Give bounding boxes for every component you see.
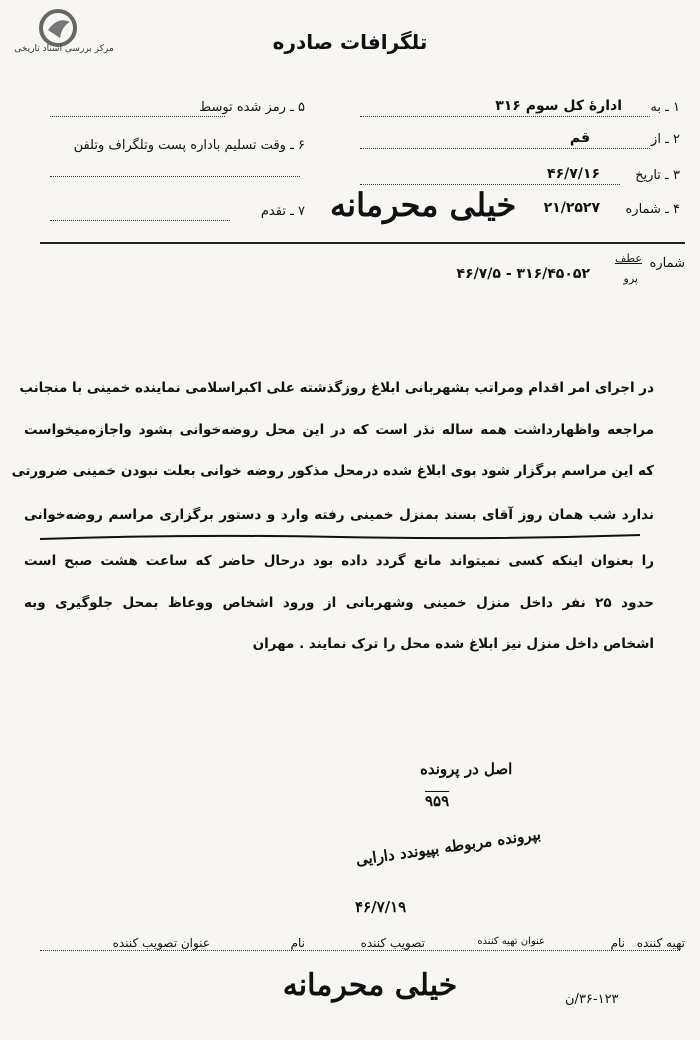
reference-type: عطف [615, 252, 642, 265]
date-line [360, 184, 620, 185]
prepared-by-label: تهیه کننده [636, 936, 685, 950]
to-line [360, 116, 650, 117]
archive-note-number: ۹۵۹ [425, 792, 450, 810]
cipher-line [50, 116, 225, 117]
number-label: ۴ ـ شماره [625, 202, 680, 217]
priority-label: ۷ ـ تقدم [260, 204, 305, 219]
from-label: ۲ ـ از [651, 132, 680, 147]
approver-name-label: نام [290, 936, 305, 950]
filing-note: بپرونده مربوطه بپیوندد دارایی [354, 825, 543, 869]
prepared-name-label: نام [610, 936, 625, 950]
approved-by-label: تصویب کننده [360, 936, 425, 950]
date-label: ۳ ـ تاریخ [635, 168, 680, 183]
watermark-label: مرکز بررسی اسناد تاریخی [14, 44, 114, 54]
archive-note: اصل در پرونده [420, 760, 513, 778]
to-label: ۱ ـ به [650, 100, 680, 115]
body-line-6: حدود ۲۵ نفر داخل منزل خمینی وشهربانی از ورود اشخاص ووعاظ بمحل جلوگیری وبه [24, 595, 655, 611]
body-line-2: مراجعه واظهارداشت همه ساله نذر است که در این محل روضه‌خوانی بشود واجازه‌میخواست [24, 422, 654, 438]
date-value: ۴۶/۷/۱۶ [547, 166, 600, 182]
to-value: ادارهٔ کل سوم ۳۱۶ [495, 98, 622, 114]
reference-sub-label: پرو [623, 272, 638, 285]
body-line-3: که این مراسم برگزار شود بوی ابلاغ شده درمحل مذکور روضه خوانی بعلت نبودن خمینی ضرورتی [11, 463, 654, 479]
number-value: ۲۱/۲۵۲۷ [543, 200, 600, 216]
approver-title-label: عنوان تصویب کننده [112, 936, 210, 950]
header-divider [40, 242, 685, 244]
prepared-title-label: عنوان تهیه کننده [477, 936, 545, 947]
bottom-classification-stamp: خیلی محرمانه [282, 968, 458, 1003]
body-line-7: اشخاص داخل منزل نیز ابلاغ شده محل را ترک نمایند . مهران [252, 636, 654, 652]
cipher-label: ۵ ـ رمز شده توسط [199, 100, 305, 115]
from-value: قم [569, 130, 590, 146]
delivery-line [50, 176, 300, 177]
delivery-label: ۶ ـ وقت تسلیم باداره پست وتلگراف وتلفن [73, 138, 305, 153]
form-number: ۳۶-۱۲۳/ن [565, 992, 619, 1007]
from-line [360, 148, 650, 149]
reference-number: ۳۱۶/۴۵۰۵۲ - ۴۶/۷/۵ [456, 266, 590, 282]
handwritten-underline [40, 533, 640, 541]
body-line-4: ندارد شب همان روز آقای بسند بمنزل خمینی رفته وارد و دستور برگزاری مراسم روضه‌خوانی [24, 507, 654, 523]
footer-line [40, 950, 680, 951]
body-line-5: را بعنوان اینکه کسی نمیتواند مانع گردد داده بود درحال حاضر که ساعت هشت صبح است [24, 553, 654, 569]
body-line-1: در اجرای امر اقدام ومراتب بشهربانی ابلاغ روزگذشته علی اکبراسلامی نماینده خمینی با منجانب [19, 380, 654, 396]
classification-stamp: خیلی محرمانه [330, 186, 517, 224]
reference-label: شماره [649, 256, 685, 271]
archive-logo-icon [38, 8, 78, 48]
document-title: تلگرافات صادره [272, 30, 428, 54]
priority-line [50, 220, 230, 221]
filing-date: ۴۶/۷/۱۹ [355, 898, 407, 916]
